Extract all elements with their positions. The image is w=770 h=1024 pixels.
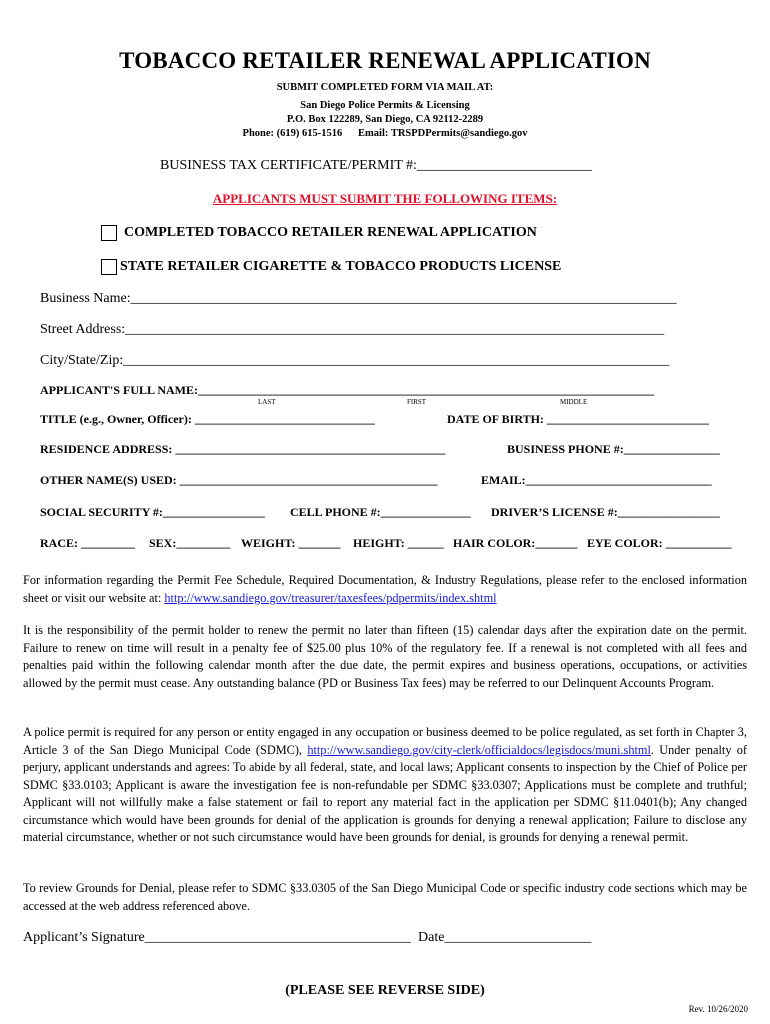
residence-address-field[interactable]: RESIDENCE ADDRESS: _____________________________________________: [40, 442, 446, 456]
date-of-birth-field[interactable]: DATE OF BIRTH: ___________________________: [447, 412, 709, 426]
permits-website-link[interactable]: http://www.sandiego.gov/treasurer/taxesfees/pdpermits/index.shtml: [164, 590, 497, 605]
business-phone-field[interactable]: BUSINESS PHONE #:________________: [507, 442, 720, 456]
renewal-responsibility-paragraph: It is the responsibility of the permit holder to renew the permit no later than fifteen (15) calendar days after the expiration date on the permit. Failure to renew on time will result in a penalty fee of $25.00 plus 10% of the regulatory fee. If a renewal is not completed with all fees and penalties paid within the following calendar month after the due date, the permit expires and business operations, occupations, or activities allowed by the permit must cease. Any outstanding balance (PD or Business Tax fees) may be referred to our Delinquent Accounts Program.: [23, 623, 747, 690]
drivers-license-field[interactable]: DRIVER’S LICENSE #:_________________: [491, 505, 720, 519]
reverse-side-note: (PLEASE SEE REVERSE SIDE): [285, 983, 485, 998]
title-field[interactable]: TITLE (e.g., Owner, Officer): ______________________________: [40, 412, 375, 426]
contact-phone: Phone: (619) 615-1516: [242, 128, 343, 139]
contact-line: [0, 128, 770, 139]
applicant-signature-field[interactable]: Applicant’s Signature______________________________________: [23, 930, 411, 945]
city-state-zip-field[interactable]: City/State/Zip:______________________________________________________________________________: [40, 353, 670, 368]
street-address-field[interactable]: Street Address:_____________________________________________________________________________: [40, 322, 665, 337]
business-tax-field[interactable]: BUSINESS TAX CERTIFICATE/PERMIT #:_________________________: [160, 158, 592, 173]
race-field[interactable]: RACE: _________: [40, 536, 135, 550]
email-field[interactable]: EMAIL:_______________________________: [481, 473, 712, 487]
hair-color-field[interactable]: HAIR COLOR:_______: [453, 536, 578, 550]
info-text: For information regarding the Permit Fee Schedule, Required Documentation, & Industry Regulations, please refer to the enclosed information sheet or visit our website at:: [23, 573, 747, 605]
height-field[interactable]: HEIGHT: ______: [353, 536, 444, 550]
mailing-address-line2: P.O. Box 122289, San Diego, CA 92112-2289: [286, 114, 484, 125]
contact-email: Email: TRSPDPermits@sandiego.gov: [358, 128, 528, 139]
revision-date: Rev. 10/26/2020: [688, 1004, 748, 1014]
submit-instructions: SUBMIT COMPLETED FORM VIA MAIL AT:: [276, 82, 494, 93]
name-last-label: LAST: [258, 398, 276, 406]
mailing-address-line1: San Diego Police Permits & Licensing: [300, 100, 470, 111]
name-middle-label: MIDDLE: [560, 398, 588, 406]
application-checkbox[interactable]: [101, 225, 117, 241]
weight-field[interactable]: WEIGHT: _______: [241, 536, 341, 550]
info-paragraph: [23, 572, 747, 607]
police-permit-text-a: A police permit is required for any person or entity engaged in any occupation or business deemed to be police regulated, as set forth in Chapter 3, Article 3 of the San Diego Municipal Code (SDMC),: [23, 725, 747, 757]
form-title: TOBACCO RETAILER RENEWAL APPLICATION: [119, 48, 651, 73]
application-checkbox-label: COMPLETED TOBACCO RETAILER RENEWAL APPLICATION: [124, 225, 537, 240]
business-name-field[interactable]: Business Name:______________________________________________________________________________: [40, 291, 677, 306]
eye-color-field[interactable]: EYE COLOR: ___________: [587, 536, 732, 550]
license-checkbox-label: STATE RETAILER CIGARETTE & TOBACCO PRODUCTS LICENSE: [120, 259, 562, 274]
name-first-label: FIRST: [407, 398, 427, 406]
full-name-field[interactable]: APPLICANT'S FULL NAME:____________________________________________________________________________: [40, 383, 655, 397]
cell-phone-field[interactable]: CELL PHONE #:_______________: [290, 505, 471, 519]
sex-field[interactable]: SEX:_________: [149, 536, 231, 550]
municipal-code-link[interactable]: http://www.sandiego.gov/city-clerk/officialdocs/legisdocs/muni.shtml: [307, 742, 651, 757]
other-names-field[interactable]: OTHER NAME(S) USED: ___________________________________________: [40, 473, 438, 487]
license-checkbox[interactable]: [101, 259, 117, 275]
police-permit-paragraph: [23, 724, 747, 847]
required-items-heading: APPLICANTS MUST SUBMIT THE FOLLOWING ITEMS:: [212, 191, 558, 206]
signature-date-field[interactable]: Date_____________________: [418, 930, 592, 945]
ssn-field[interactable]: SOCIAL SECURITY #:_________________: [40, 505, 265, 519]
police-permit-text-b: . Under penalty of perjury, applicant understands and agrees: To abide by all federal, state, and local laws; Applicant consents to inspection by the Chief of Police per SDMC §33.0103; Applicant is aware the investigation fee is non-refundable per SDMC §33.0307; Applications must be complete and truthful; Applicant will not willfully make a false statement or fail to report any material fact in the application per SDMC §11.0401(b); Any changed circumstance which would have been grounds for denial of the application is grounds for denying a renewal application; Failure to disclose any material circumstance, whether or not such circumstance would have been grounds for denial, is grounds for denying a renewal permit.: [23, 742, 748, 844]
grounds-for-denial-paragraph: To review Grounds for Denial, please refer to SDMC §33.0305 of the San Diego Municipal Code or specific industry code sections which may be accessed at the web address referenced above.: [23, 881, 747, 913]
